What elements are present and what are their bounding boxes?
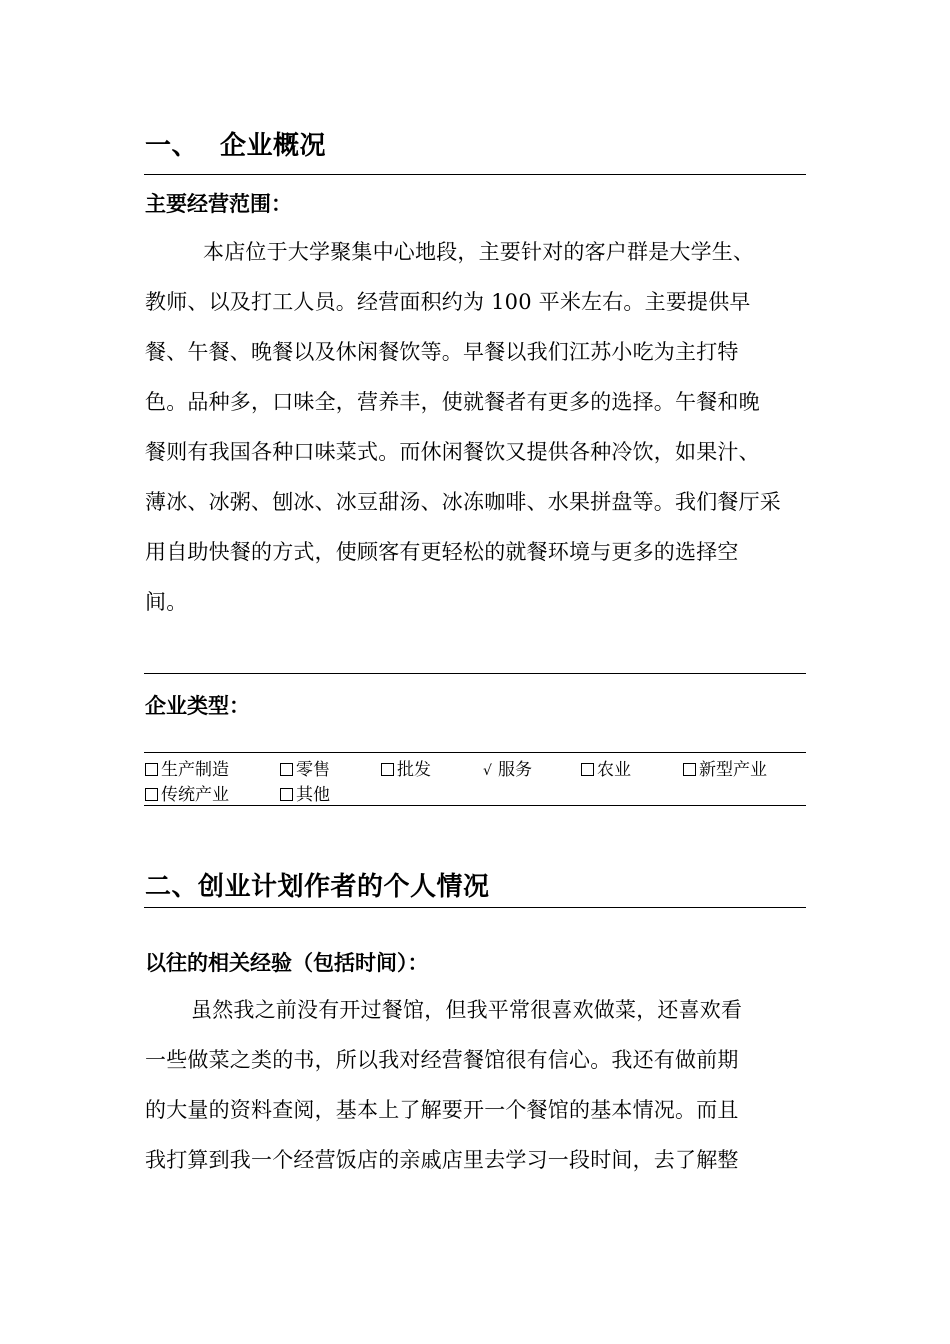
checkbox-icon[interactable] [145,788,158,801]
paragraph-line: 用自助快餐的方式，使顾客有更轻松的就餐环境与更多的选择空 [145,540,739,564]
paragraph-line: 间。 [145,590,188,614]
section-1-heading-number: 一、 [145,131,199,161]
company-type-row [145,755,807,780]
company-type-option-checked[interactable]: √ 服务 [483,760,532,780]
paragraph-line: 薄冰、冰粥、刨冰、冰豆甜汤、冰冻咖啡、水果拼盘等。我们餐厅采 [145,490,781,514]
checkbox-icon[interactable] [683,763,696,776]
paragraph-line: 一些做菜之类的书，所以我对经营餐馆很有信心。我还有做前期 [145,1048,739,1072]
company-type-option[interactable]: 零售 [280,755,330,780]
company-type-option[interactable]: 传统产业 [145,780,229,805]
paragraph-line: 的大量的资料查阅，基本上了解要开一个餐馆的基本情况。而且 [145,1098,739,1122]
paragraph-line: 虽然我之前没有开过餐馆，但我平常很喜欢做菜，还喜欢看 [191,998,743,1022]
company-type-top-divider [144,673,806,674]
experience-label: 以往的相关经验（包括时间）： [145,951,429,975]
company-type-option[interactable]: 其他 [280,780,330,805]
checkmark-icon[interactable]: √ [483,763,492,779]
company-type-label: 企业类型： [145,694,250,718]
paragraph-line: 教师、以及打工人员。经营面积约为 100 平米左右。主要提供早 [145,290,751,314]
company-type-row [145,780,807,805]
business-scope-paragraph [145,227,807,627]
business-scope-label: 主要经营范围： [145,192,292,216]
experience-paragraph [145,985,807,1185]
paragraph-line: 餐、午餐、晚餐以及休闲餐饮等。早餐以我们江苏小吃为主打特 [145,340,739,364]
checkbox-icon[interactable] [280,763,293,776]
company-type-options [145,755,807,805]
paragraph-line: 餐则有我国各种口味菜式。而休闲餐饮又提供各种冷饮，如果汁、 [145,440,760,464]
company-type-option[interactable]: 生产制造 [145,755,229,780]
checkbox-icon[interactable] [280,788,293,801]
section-1-heading-text: 企业概况 [220,131,327,161]
section-2-divider [144,907,806,908]
company-type-table-bottom-border [144,805,806,806]
checkbox-icon[interactable] [581,763,594,776]
checkbox-icon[interactable] [145,763,158,776]
company-type-option[interactable]: 新型产业 [683,755,767,780]
company-type-option[interactable]: 批发 [381,755,431,780]
section-1-heading [145,125,806,162]
paragraph-line: 我打算到我一个经营饭店的亲戚店里去学习一段时间，去了解整 [145,1148,739,1172]
paragraph-line: 色。品种多，口味全，营养丰，使就餐者有更多的选择。午餐和晚 [145,390,760,414]
paragraph-line: 本店位于大学聚集中心地段，主要针对的客户群是大学生、 [203,240,755,264]
section-1-divider [144,174,806,175]
company-type-option[interactable]: 农业 [581,755,631,780]
section-2-heading: 二、创业计划作者的个人情况 [145,872,490,902]
company-type-table-top-border [144,752,806,753]
checkbox-icon[interactable] [381,763,394,776]
